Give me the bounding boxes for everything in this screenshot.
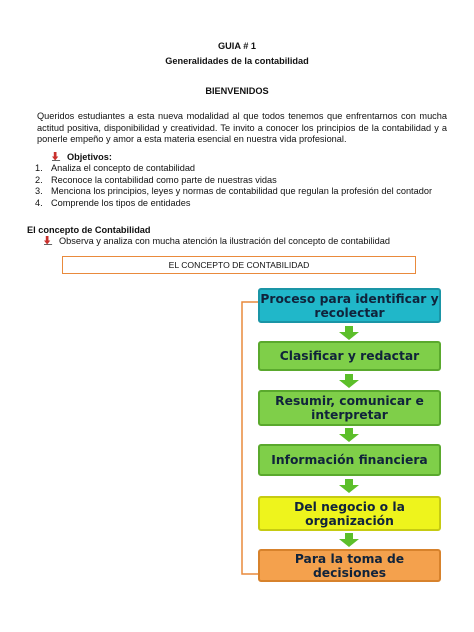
welcome-heading: BIENVENIDOS bbox=[205, 86, 269, 96]
down-arrow-icon bbox=[339, 533, 359, 547]
arrow-bullet-icon bbox=[52, 152, 61, 161]
intro-paragraph: Queridos estudiantes a esta nueva modalidad al que todos tenemos que enfrentarnos con mucha actitud positiva, disponibilidad y creatividad. Te invito a conocer los principios de la contabilidad y a ponerle empeño y amor a esta materia esencial en nuestra vida profesional. bbox=[37, 111, 447, 144]
down-arrow-icon bbox=[339, 428, 359, 442]
flow-step-financial-info: Información financiera bbox=[258, 444, 441, 476]
objectives-label: Objetivos: bbox=[67, 152, 112, 162]
flow-step-identify: Proceso para identificar y recolectar bbox=[258, 288, 441, 323]
list-item bbox=[35, 198, 447, 210]
guide-title: GUIA # 1 bbox=[218, 41, 256, 51]
list-item-number: 4. bbox=[35, 197, 43, 208]
down-arrow-icon bbox=[339, 479, 359, 493]
list-item bbox=[35, 175, 447, 187]
flow-step-classify: Clasificar y redactar bbox=[258, 341, 441, 371]
section-instruction: Observa y analiza con mucha atención la ilustración del concepto de contabilidad bbox=[59, 236, 390, 246]
bracket-connector bbox=[236, 300, 260, 576]
list-item-text: Comprende los tipos de entidades bbox=[51, 197, 191, 208]
list-item bbox=[35, 186, 447, 198]
objectives-list bbox=[35, 163, 447, 209]
list-item-number: 2. bbox=[35, 174, 43, 185]
flow-step-summarize: Resumir, comunicar e interpretar bbox=[258, 390, 441, 426]
list-item-text: Reconoce la contabilidad como parte de nuestras vidas bbox=[51, 174, 277, 185]
list-item-text: Menciona los principios, leyes y normas de contabilidad que regulan la profesión del contador bbox=[51, 186, 432, 196]
list-item bbox=[35, 163, 447, 175]
guide-subtitle: Generalidades de la contabilidad bbox=[165, 56, 309, 66]
flow-step-decisions: Para la toma de decisiones bbox=[258, 549, 441, 582]
objectives-heading bbox=[52, 152, 112, 164]
flow-step-organization: Del negocio o la organización bbox=[258, 496, 441, 531]
list-item-text: Analiza el concepto de contabilidad bbox=[51, 163, 196, 173]
list-item-number: 1. bbox=[35, 163, 43, 173]
down-arrow-icon bbox=[339, 374, 359, 388]
down-arrow-icon bbox=[339, 326, 359, 340]
arrow-bullet-icon bbox=[44, 236, 53, 245]
section-heading: El concepto de Contabilidad bbox=[27, 225, 151, 235]
diagram-title-box: EL CONCEPTO DE CONTABILIDAD bbox=[62, 256, 416, 274]
section-instruction-row bbox=[44, 236, 390, 248]
list-item-number: 3. bbox=[35, 186, 43, 196]
